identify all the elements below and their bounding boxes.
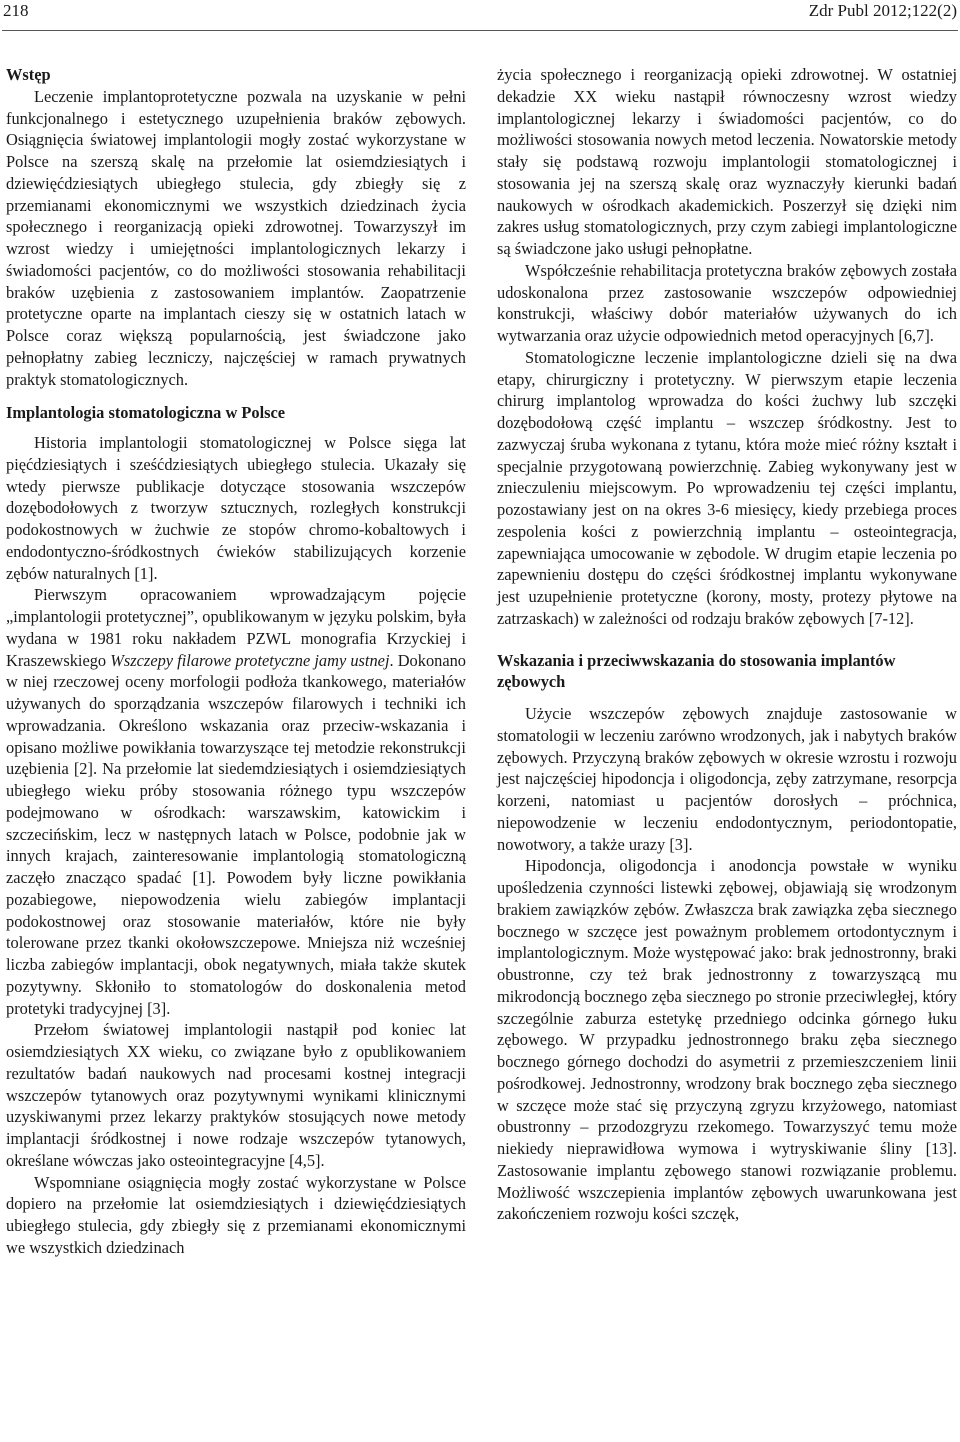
paragraph-treatment-stages: Stomatologiczne leczenie implantologiczne dzieli się na dwa etapy, chirurgiczny i protetyczny. W pierwszym etapie leczenia chirurg implantolog wprowadza do kości żuchwy lub szczęki dozębodołową część implantu – wszczep śródkostny. Jest to zazwyczaj śruba wykonana z tytanu, która może mieć różny kształt i specjalnie przygotowaną powierzchnię. Zabieg wykonywany jest w znieczuleniu miejscowym. Po wprowadzeniu tej części implantu, pozostawiany jest on na okres 3-6 miesięcy, kiedy przebiega proces zespolenia kości z powierzchnią implantu – osteointegracja, zapewniająca umocowanie w zębodole. W drugim etapie leczenia po zapewnieniu dostępu do części śródkostnej implantu wykonywane jest uzupełnienie protetyczne (korony, mosty, protezy płytowe na zatrzaskach) w zależności od rodzaju braków zębowych [7-12]. [497,347,957,628]
paragraph-indications-1: Użycie wszczepów zębowych znajduje zastosowanie w stomatologii w leczeniu zarówno wrodzonych, jak i nabytych braków zębowych. Przyczyną braków zębowych w okresie wzrostu i rozwoju jest najczęściej hipodoncja i oligodoncja, zęby zatrzymane, resorpcja korzeni, natomiast u pacjentów dorosłych – próchnica, niepowodzenie w leczeniu endodontycznym, periodontopatie, nowotwory, a także urazy [3]. [497,704,957,854]
page-header [3,0,957,26]
left-column [6,64,466,1259]
paragraph-history-4-continued: życia społecznego i reorganizacją opieki zdrowotnej. W ostatniej dekadzie XX wieku nastąpił równoczesny wzrost wiedzy implantologicznej lekarzy i świadomości pacjentów, co do możliwości stosowania nowych metod leczenia. Nowatorskie metody stały się podstawą rozwoju implantologii stomatologicznej i stosowania jej na szerszą skalę oraz wyznaczyły kierunki badań naukowych w ośrodkach akademickich. Poszerzył się dzięki nim zakres usług stomatologicznych, przy czym zabiegi implantologiczne są świadczone jako usługi pełnopłatne. [497,65,957,258]
header-rule [2,30,958,31]
paragraph-indications-2: Hipodoncja, oligodoncja i anodoncja powstałe w wyniku upośledzenia czynności listewki zębowej, objawiają się wrodzonym brakiem zawiązków zębów. Zwłaszcza brak zawiązka zęba siecznego bocznego w szczęce jest poważnym problemem ortodontycznym i implantologicznym. Może występować jako: brak jednostronny, braki obustronne, czy też brak jednostronny z towarzyszącą mu mikrodoncją bocznego zęba siecznego po stronie przeciwległej, który szczególnie zaburza estetykę przedniego odcinka górnego łuku zębowego. W przypadku jednostronnego braku zęba siecznego bocznego górnego dochodzi do asymetrii z przemieszczeniem linii pośrodkowej. Jednostronny, wrodzony brak bocznego zęba siecznego w szczęce może stać się przyczyną zgryzu krzyżowego, natomiast obustronny – przodozgryzu rzekomego. Towarzyszyć temu może niekiedy nieprawidłowa wymowa i wytryskiwanie śliny [13]. Zastosowanie implantu zębowego stanowi rozwiązanie problemu. Możliwość wszczepienia implantów zębowych uwarunkowana jest zakończeniem rozwoju kości szczęk, [497,856,957,1224]
page-number: 218 [3,1,29,20]
journal-reference: Zdr Publ 2012;122(2) [808,1,957,20]
paragraph-modern-rehabilitation: Współcześnie rehabilitacja protetyczna braków zębowych została udoskonalona przez zastosowanie wszczepów odpowiedniej konstrukcji, właściwy dobór materiałów używanych do ich wytwarzania oraz użycie odpowiednich metod operacyjnych [6,7]. [497,260,957,345]
section-heading-indications: Wskazania i przeciwwskazania do stosowania implantów zębowych [497,650,896,692]
paragraph-history-3: Przełom światowej implantologii nastąpił pod koniec lat osiemdziesiątych XX wieku, co związane było z opublikowaniem rezultatów badań naukowych nad procesami kostnej integracji wszczepów tytanowych oraz pozytywnymi wynikami klinicznymi uzyskiwanymi przez lekarzy praktyków stosujących nowe metody implantacji śródkostnej i nowe rodzaje wszczepów tytanowych, określane wówczas jako osteointegracyjne [4,5]. [6,1020,466,1170]
paragraph-history-2-lead: Pierwszym opracowaniem wprowadzającym pojęcie „implantologii protetycznej”, opublikowanym w języku polskim, była wydana w 1981 roku nakładem PZWL monografia Krzyckiej i Kraszewskiego [6,585,466,670]
section-heading-introduction: Wstęp [6,65,51,84]
monograph-title: Wszczepy filarowe protetyczne jamy ustnej [110,650,390,670]
paragraph-history-2 [6,584,466,1019]
paragraph-history-4: Wspomniane osiągnięcia mogły zostać wykorzystane w Polsce dopiero na przełomie lat osiemdziesiątych i dziewięćdziesiątych ubiegłego stulecia, gdy zbiegły się z przemianami ekonomicznymi we wszystkich dziedzinach [6,1172,466,1257]
paragraph-history-1: Historia implantologii stomatologicznej w Polsce sięga lat pięćdziesiątych i sześćdziesiątych ubiegłego stulecia. Ukazały się wtedy pierwsze publikacje dotyczące stosowania wszczepów dozębodołowych z tworzyw sztucznych, rozległych konstrukcji podokostnowych w żuchwie ze stopów chromo-kobaltowych i endodontyczno-śródkostnych ćwieków stabilizujących korzenie zębów naturalnych [1]. [6,433,466,583]
right-column [497,64,957,1225]
paragraph-intro: Leczenie implantoprotetyczne pozwala na uzyskanie w pełni funkcjonalnego i estetycznego uzupełnienia braków zębowych. Osiągnięcia światowej implantologii mogły zostać wykorzystane w Polsce na szerszą skalę na przełomie lat osiemdziesiątych i dziewięćdziesiątych ubiegłego stulecia, gdy zbiegły się z przemianami ekonomicznymi we wszystkich dziedzinach życia społecznego i reorganizacją opieki zdrowotnej. Towarzyszył im wzrost wiedzy i umiejętności implantologicznych lekarzy i świadomości pacjentów, co do możliwości stosowania rehabilitacji braków uzębienia z zastosowaniem implantów. Zaopatrzenie protetyczne oparte na implantach cieszy się w ostatnich latach w Polsce coraz większą popularnością, jest świadczone jako pełnopłatny zabieg leczniczy, najczęściej w ramach prywatnych praktyk stomatologicznych. [6,86,466,389]
paragraph-history-2-rest: . Dokonano w niej rzeczowej oceny morfologii podłoża tkankowego, materiałów używanych do sporządzania wszczepów filarowych i techniki ich wprowadzania. Określono wskazania oraz przeciw-wskazania i opisano możliwe powikłania towarzyszące tej metodzie rekonstrukcji uzębienia [2]. Na przełomie lat siedemdziesiątych i osiemdziesiątych ubiegłego wieku próby stosowania różnego typu wszczepów podejmowano w ośrodkach: warszawskim, katowickim i szczecińskim, lecz w następnych latach w Polsce, podobnie jak w innych krajach, zainteresowanie implantologią stomatologiczną zaczęło znacząco spadać [1]. Powodem były liczne powikłania pozabiegowe, niepowodzenia wielu zabiegów implantacji podokostnowej oraz stosowanie materiałów, które nie były tolerowane przez tkanki okołowszczepowe. Mniejsza niż wcześniej liczba zabiegów implantacji, obok negatywnych, miała także skutek pozytywny. Skłoniło to stomatologów do doskonalenia metod protetyki tradycyjnej [3]. [6,650,466,1018]
section-heading-history: Implantologia stomatologiczna w Polsce [6,403,286,423]
